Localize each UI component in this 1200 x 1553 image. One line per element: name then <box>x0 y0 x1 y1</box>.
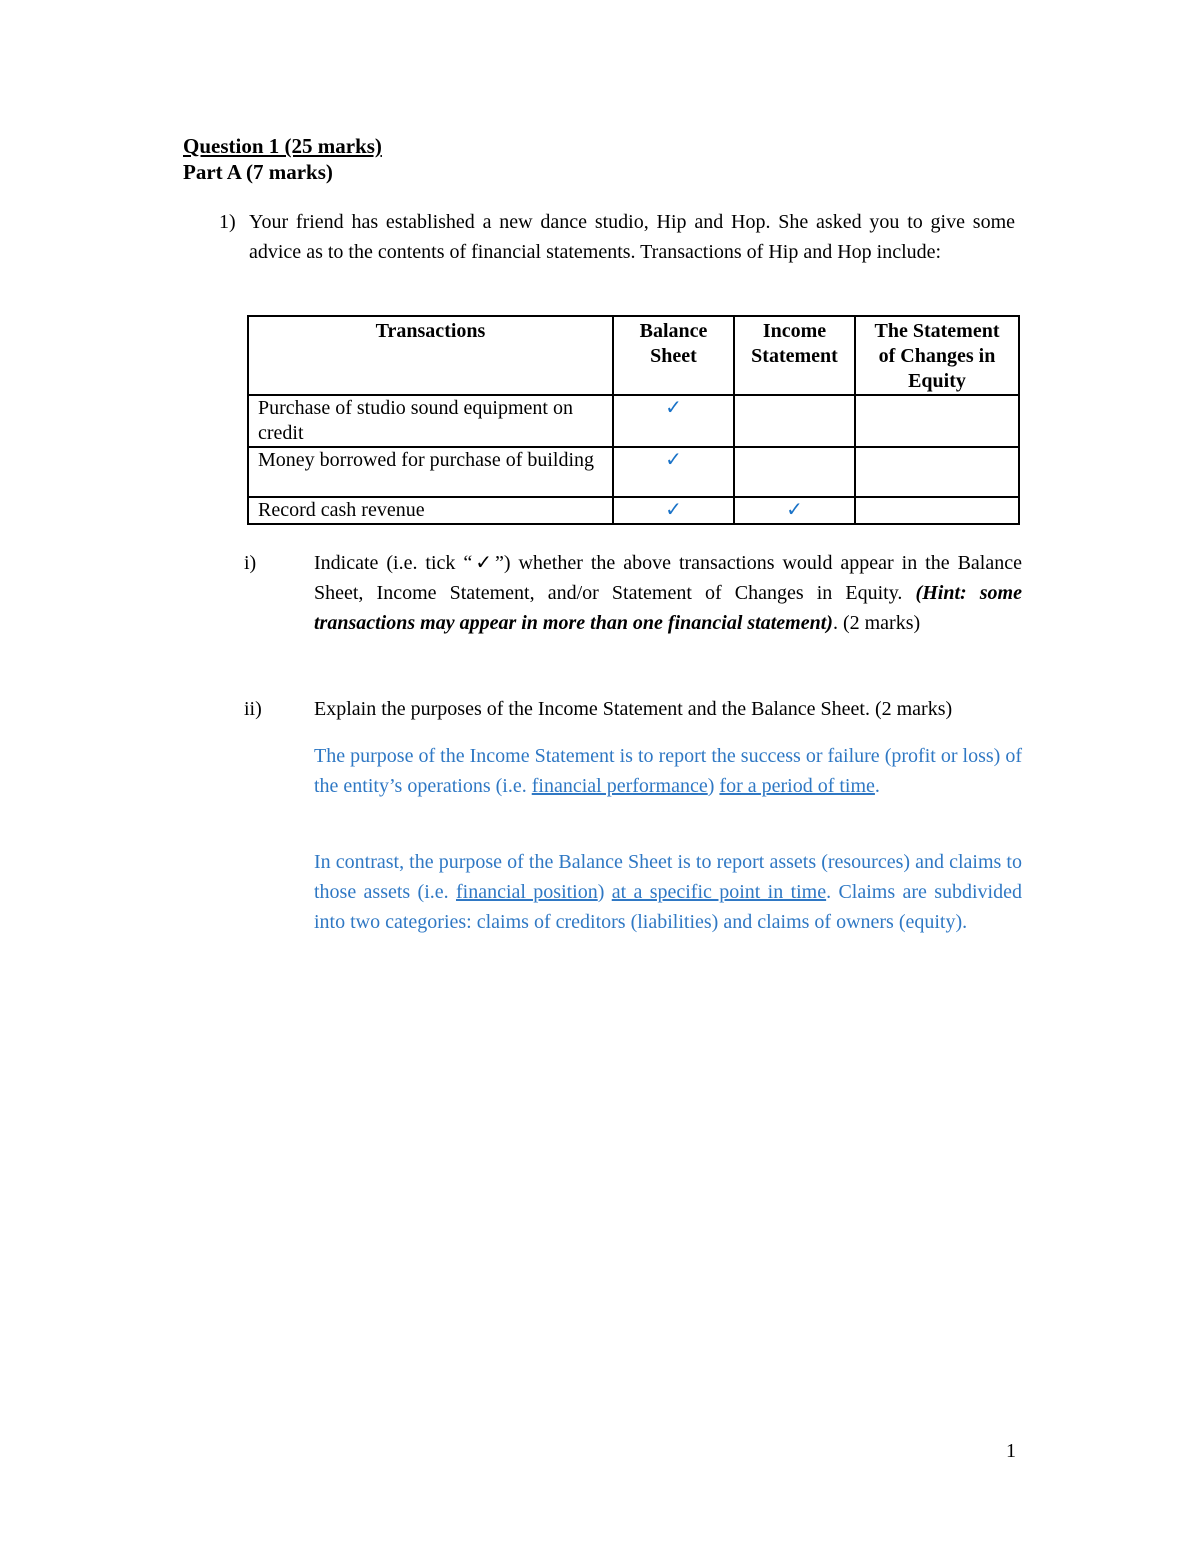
part-i-hint: (Hint: some transactions may appear in more than one financial statement) <box>314 582 1022 634</box>
changes-in-equity-cell <box>855 497 1019 524</box>
table-row <box>248 497 1019 524</box>
balance-sheet-check-icon: ✓ <box>613 447 734 497</box>
answer-underline: at a specific point in time <box>611 881 827 903</box>
table-row <box>248 447 1019 497</box>
header-income-statement: Income Statement <box>734 316 855 395</box>
changes-in-equity-cell <box>855 395 1019 447</box>
header-changes-in-equity: The Statement of Changes in Equity <box>855 316 1019 395</box>
header-balance-sheet: Balance Sheet <box>613 316 734 395</box>
table-row <box>248 395 1019 447</box>
changes-in-equity-cell <box>855 447 1019 497</box>
header-transactions: Transactions <box>248 316 613 395</box>
part-i-marks: . (2 marks) <box>832 612 921 634</box>
answer-income-statement <box>314 741 1022 801</box>
page-number: 1 <box>1006 1440 1016 1462</box>
question-title: Question 1 (25 marks) <box>183 134 382 158</box>
income-statement-cell <box>734 395 855 447</box>
transaction-cell: Money borrowed for purchase of building <box>248 447 613 497</box>
answer-text: ) <box>597 881 612 903</box>
answer-underline: financial performance <box>531 775 708 797</box>
transaction-cell: Record cash revenue <box>248 497 613 524</box>
part-ii-question: Explain the purposes of the Income Statement and the Balance Sheet. (2 marks) <box>314 698 953 720</box>
answer-text: ) <box>707 775 720 797</box>
answer-underline: financial position <box>455 881 598 903</box>
income-statement-cell <box>734 447 855 497</box>
answer-text: The purpose of the Income Statement is to report the success or failure (profit or loss) of the entity’s operations (i.e. <box>314 745 1022 797</box>
answer-text: In contrast, the purpose of the Balance Sheet is to report assets (resources) and claims to those assets (i.e. <box>314 851 1022 903</box>
transactions-table <box>247 315 1020 525</box>
part-ii-number: ii) <box>244 698 262 720</box>
item-number: 1) <box>219 211 236 233</box>
table-header-row <box>248 316 1019 395</box>
balance-sheet-check-icon: ✓ <box>613 395 734 447</box>
item-text: Your friend has established a new dance studio, Hip and Hop. She asked you to give some advice as to the contents of financial statements. Transactions of Hip and Hop include: <box>249 211 1015 263</box>
answer-text: . <box>874 775 880 797</box>
part-i-number: i) <box>244 552 257 574</box>
balance-sheet-check-icon: ✓ <box>613 497 734 524</box>
answer-text: . Claims are subdivided into two categories: claims of creditors (liabilities) and claims of owners (equity). <box>314 881 1022 933</box>
transaction-cell: Purchase of studio sound equipment on credit <box>248 395 613 447</box>
income-statement-check-icon: ✓ <box>734 497 855 524</box>
part-i-instruction: Indicate (i.e. tick “✓”) whether the above transactions would appear in the Balance Sheet, Income Statement, and/or Statement of Changes in Equity. <box>314 552 1022 604</box>
answer-balance-sheet <box>314 847 1022 937</box>
answer-underline: for a period of time <box>719 775 875 797</box>
part-title: Part A (7 marks) <box>183 160 333 184</box>
part-i-text <box>314 548 1022 638</box>
